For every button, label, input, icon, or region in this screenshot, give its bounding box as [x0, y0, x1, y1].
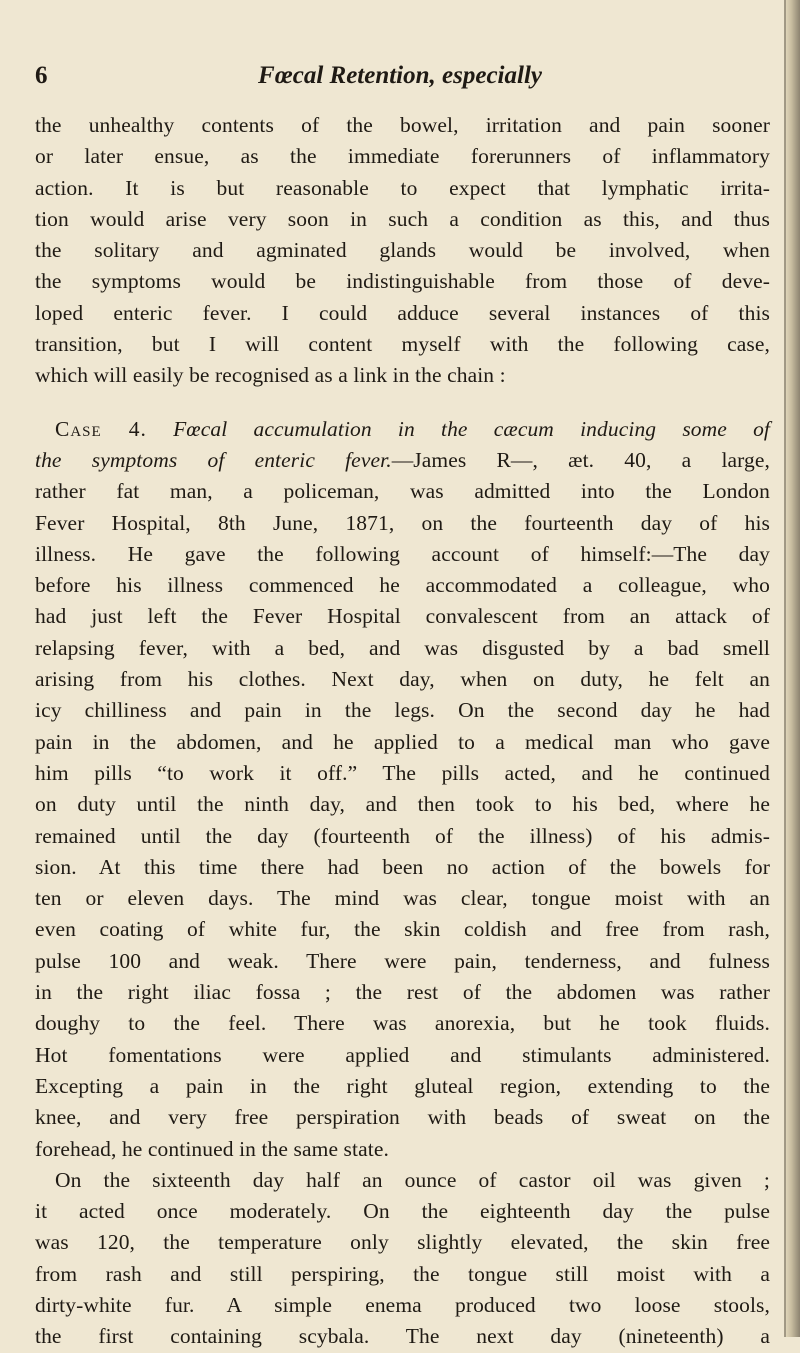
text-line: Excepting a pain in the right gluteal region, extending to the [35, 1073, 770, 1098]
paragraph-gap [35, 392, 770, 414]
page-number: 6 [35, 62, 48, 89]
case-heading-line [35, 414, 770, 445]
text-line: before his illness commenced he accommodated a colleague, who [35, 573, 770, 598]
text-line: even coating of white fur, the skin coldish and free from rash, [35, 917, 770, 942]
text-line: dirty-white fur. A simple enema produced two loose stools, [35, 1292, 770, 1317]
text-line: relapsing fever, with a bed, and was disgusted by a bad smell [35, 635, 770, 660]
text-line: on duty until the ninth day, and then took to his bed, where he [35, 792, 770, 817]
text-line: doughy to the feel. There was anorexia, but he took fluids. [35, 1011, 770, 1036]
text-line: remained until the day (fourteenth of the illness) of his admis- [35, 823, 770, 848]
text-line: Fever Hospital, 8th June, 1871, on the fourteenth day of his [35, 510, 770, 535]
text-line: forehead, he continued in the same state. [35, 1136, 389, 1161]
case-label: Case 4. [55, 416, 147, 441]
text-line: tion would arise very soon in such a condition as this, and thus [35, 206, 770, 231]
text-line: had just left the Fever Hospital convalescent from an attack of [35, 604, 770, 629]
text-line: pulse 100 and weak. There were pain, tenderness, and fulness [35, 948, 770, 973]
case-paragraph [35, 414, 770, 1165]
text-line: him pills “to work it off.” The pills acted, and he continued [35, 760, 770, 785]
text-line: which will easily be recognised as a link in the chain : [35, 363, 506, 388]
text-line: the symptoms would be indistinguishable from those of deve- [35, 269, 770, 294]
text-line: Hot fomentations were applied and stimulants administered. [35, 1042, 770, 1067]
text-line: the first containing scybala. The next day (nineteenth) a [35, 1324, 770, 1349]
text-line: action. It is but reasonable to expect that lymphatic irrita- [35, 175, 770, 200]
page-header [0, 62, 800, 94]
case-heading-line [35, 445, 770, 476]
text-line: transition, but I will content myself with the following case, [35, 332, 770, 357]
case-title-continued: the symptoms of enteric fever. [35, 447, 392, 472]
text-line: pain in the abdomen, and he applied to a medical man who gave [35, 729, 770, 754]
text-line: icy chilliness and pain in the legs. On the second day he had [35, 698, 770, 723]
text-line: illness. He gave the following account of himself:—The day [35, 541, 770, 566]
text-line: from rash and still perspiring, the tongue still moist with a [35, 1261, 770, 1286]
case-title: Fœcal accumulation in the cæcum inducing some of [173, 416, 771, 441]
text-line: rather fat man, a policeman, was admitted into the London [35, 479, 770, 504]
text-line: the unhealthy contents of the bowel, irritation and pain sooner [35, 113, 770, 137]
text-line: knee, and very free perspiration with beads of sweat on the [35, 1105, 770, 1130]
page-edge [784, 0, 800, 1337]
paragraph-3 [35, 1165, 770, 1353]
text-line: ten or eleven days. The mind was clear, tongue moist with an [35, 886, 770, 911]
text-line: On the sixteenth day half an ounce of castor oil was given ; [55, 1167, 770, 1192]
running-head: Fœcal Retention, especially [258, 62, 542, 89]
text-line: it acted once moderately. On the eighteenth day the pulse [35, 1199, 770, 1224]
text-line: loped enteric fever. I could adduce several instances of this [35, 300, 770, 325]
case-intro: —James R—, æt. 40, a large, [391, 447, 770, 472]
text-line: was 120, the temperature only slightly elevated, the skin free [35, 1230, 770, 1255]
body-text [35, 110, 770, 1353]
text-line: arising from his clothes. Next day, when on duty, he felt an [35, 667, 770, 692]
text-line: in the right iliac fossa ; the rest of the abdomen was rather [35, 980, 770, 1005]
text-line: or later ensue, as the immediate forerunners of inflammatory [35, 144, 770, 169]
paragraph-1 [35, 110, 770, 392]
text-line: the solitary and agminated glands would be involved, when [35, 238, 770, 263]
text-line: sion. At this time there had been no action of the bowels for [35, 854, 770, 879]
page-edge-shadow [784, 0, 786, 1337]
